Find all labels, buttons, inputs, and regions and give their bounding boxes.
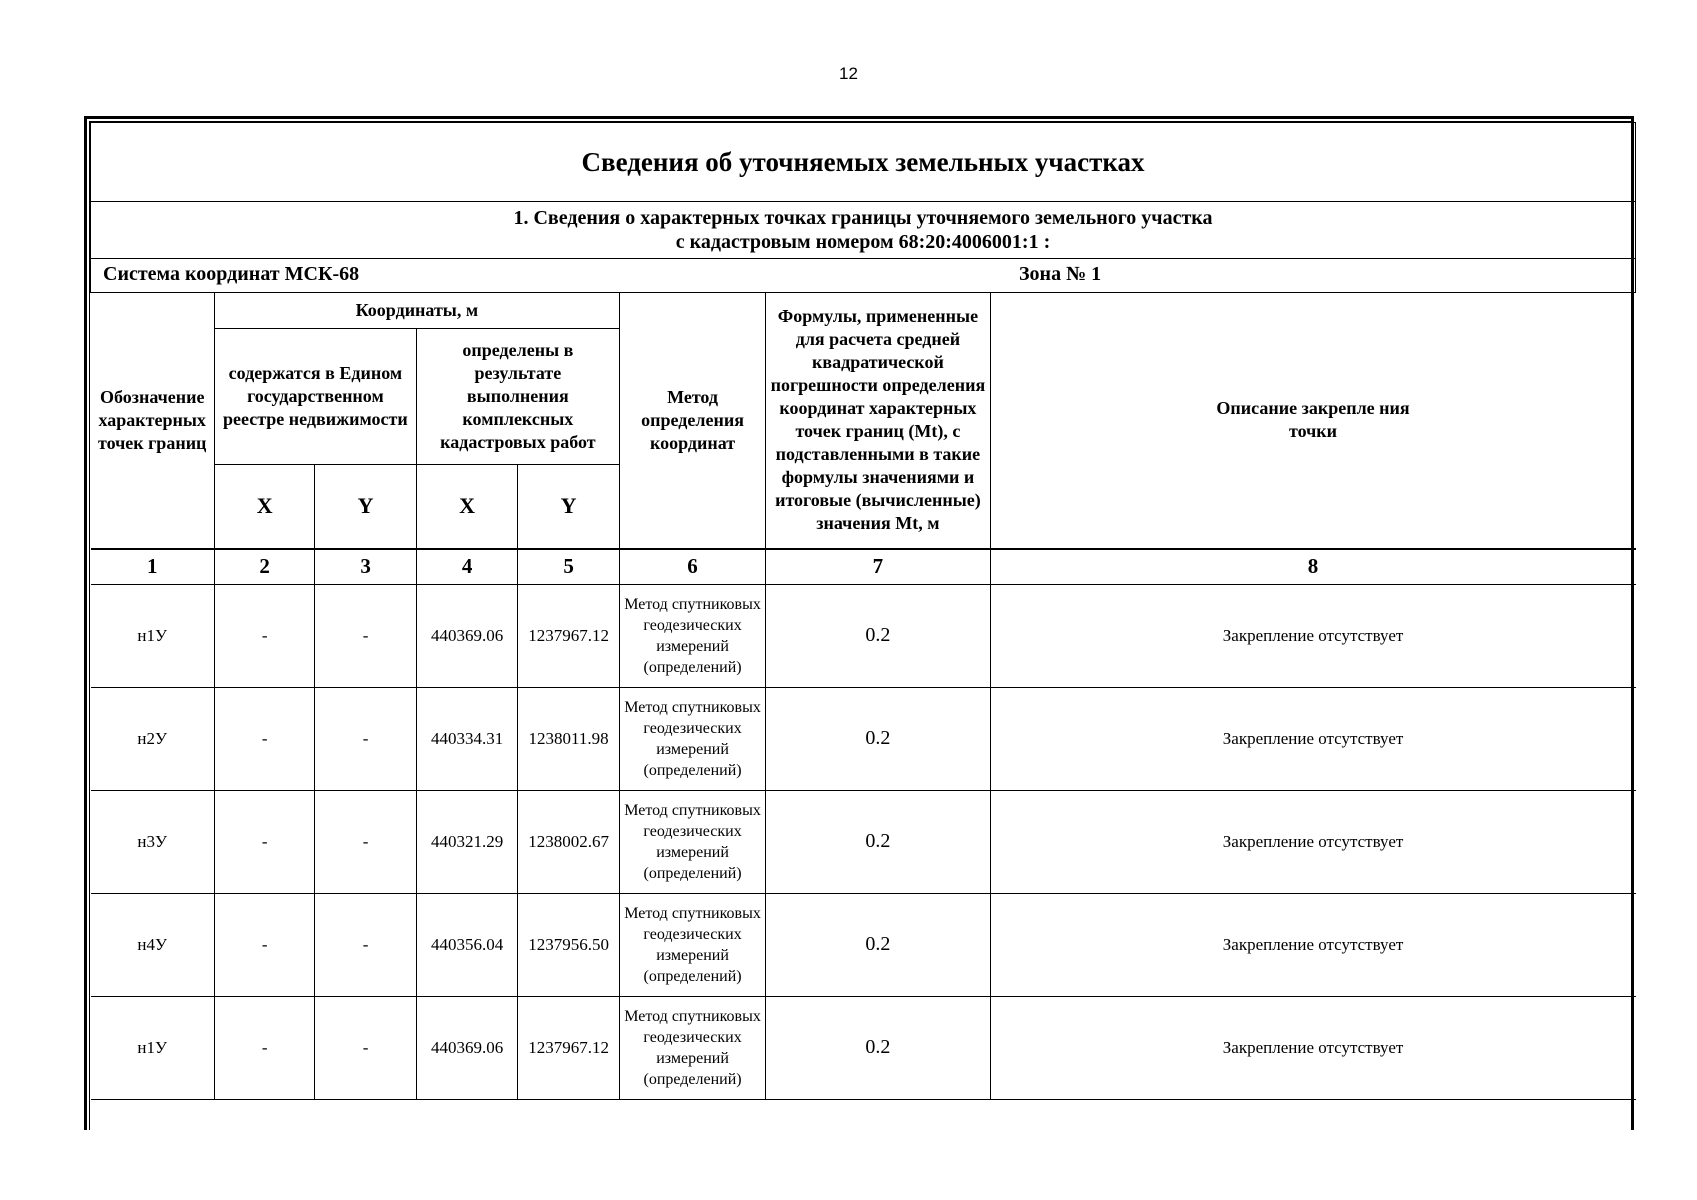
- header-point-designation: Обозначение характерных точек границ: [91, 293, 215, 549]
- point-designation: н3У: [91, 790, 215, 893]
- section-heading-line2: с кадастровым номером 68:20:4006001:1 :: [675, 231, 1051, 253]
- registry-x: -: [214, 687, 314, 790]
- column-number: 5: [518, 549, 620, 585]
- column-number: 6: [619, 549, 765, 585]
- registry-x: -: [214, 790, 314, 893]
- table-row: [91, 687, 1636, 790]
- point-description: Закрепление отсутствует: [990, 996, 1635, 1099]
- registry-y: -: [315, 687, 417, 790]
- header-description: Описание закрепле ния точки: [990, 293, 1635, 549]
- header-method: Метод определения координат: [619, 293, 765, 549]
- column-number: 2: [214, 549, 314, 585]
- coordinate-y: 1238002.67: [518, 790, 620, 893]
- method: Метод спутниковых геодезических измерений (определений): [619, 790, 765, 893]
- table-row: [91, 584, 1636, 687]
- point-description: Закрепление отсутствует: [990, 893, 1635, 996]
- table-row: [91, 996, 1636, 1099]
- header-by-works: определены в результате выполнения комплексных кадастровых работ: [416, 329, 619, 465]
- point-description: Закрепление отсутствует: [990, 687, 1635, 790]
- column-number: 1: [91, 549, 215, 585]
- coordinate-y: 1237967.12: [518, 584, 620, 687]
- point-designation: н2У: [91, 687, 215, 790]
- coordinate-y: 1238011.98: [518, 687, 620, 790]
- document-frame: [84, 116, 1634, 1130]
- registry-y: -: [315, 996, 417, 1099]
- column-number: 3: [315, 549, 417, 585]
- point-description: Закрепление отсутствует: [990, 584, 1635, 687]
- table-row: [91, 893, 1636, 996]
- page-number: 12: [839, 64, 858, 83]
- method: Метод спутниковых геодезических измерений (определений): [619, 996, 765, 1099]
- header-in-registry: содержатся в Едином государственном реестре недвижимости: [214, 329, 416, 465]
- cadastral-table: [90, 122, 1636, 1100]
- coordinate-x: 440369.06: [416, 584, 518, 687]
- coordinate-system-row: [91, 259, 1636, 293]
- method: Метод спутниковых геодезических измерений (определений): [619, 893, 765, 996]
- registry-x: -: [214, 893, 314, 996]
- header-works-y: Y: [518, 465, 620, 549]
- method: Метод спутниковых геодезических измерений (определений): [619, 687, 765, 790]
- column-number: 8: [990, 549, 1635, 585]
- coordinate-x: 440356.04: [416, 893, 518, 996]
- column-number: 4: [416, 549, 518, 585]
- registry-y: -: [315, 790, 417, 893]
- section-heading-line1: 1. Сведения о характерных точках границы уточняемого земельного участка: [513, 207, 1213, 229]
- document-title: Сведения об уточняемых земельных участках: [91, 123, 1636, 202]
- registry-x: -: [214, 584, 314, 687]
- coordinate-x: 440369.06: [416, 996, 518, 1099]
- mt-value: 0.2: [766, 687, 990, 790]
- mt-value: 0.2: [766, 790, 990, 893]
- mt-value: 0.2: [766, 996, 990, 1099]
- registry-y: -: [315, 584, 417, 687]
- mt-value: 0.2: [766, 584, 990, 687]
- registry-y: -: [315, 893, 417, 996]
- coordinate-system: Система координат МСК-68: [103, 263, 360, 285]
- coordinate-y: 1237956.50: [518, 893, 620, 996]
- method: Метод спутниковых геодезических измерений (определений): [619, 584, 765, 687]
- mt-value: 0.2: [766, 893, 990, 996]
- point-designation: н4У: [91, 893, 215, 996]
- point-designation: н1У: [91, 584, 215, 687]
- header-registry-y: Y: [315, 465, 417, 549]
- coordinate-x: 440334.31: [416, 687, 518, 790]
- header-registry-x: X: [214, 465, 314, 549]
- column-number: 7: [766, 549, 990, 585]
- header-works-x: X: [416, 465, 518, 549]
- coordinate-x: 440321.29: [416, 790, 518, 893]
- header-coordinates: Координаты, м: [214, 293, 619, 329]
- point-designation: н1У: [91, 996, 215, 1099]
- table-row: [91, 790, 1636, 893]
- point-description: Закрепление отсутствует: [990, 790, 1635, 893]
- section-heading: [91, 202, 1636, 259]
- zone-label: Зона № 1: [1019, 263, 1102, 285]
- header-formulas: Формулы, примененные для расчета средней квадратической погрешности определения координат характерных точек границ (Mt), с подставленными в такие формулы значениями и итоговые (вычисленные) значения Mt, м: [766, 293, 990, 549]
- coordinate-y: 1237967.12: [518, 996, 620, 1099]
- registry-x: -: [214, 996, 314, 1099]
